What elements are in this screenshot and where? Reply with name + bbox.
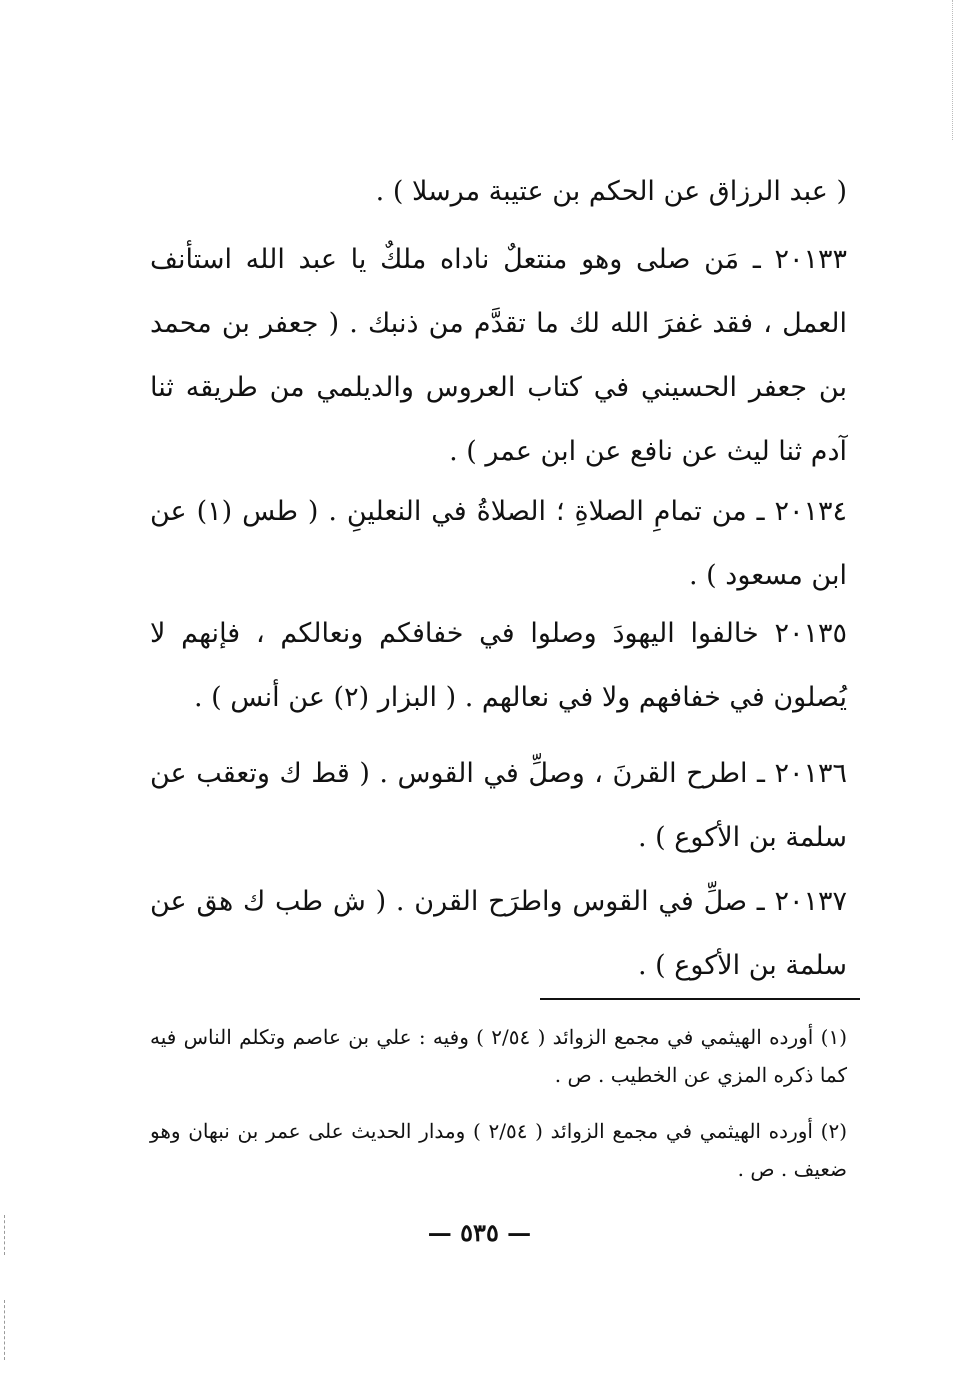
scan-edge-mark [4,1300,5,1360]
hadith-paragraph: ٢٠١٣٤ ـ من تمامِ الصلاةِ ؛ الصلاةُ في النعلينِ . ( طس (١) عن ابن مسعود ) . [150,496,847,591]
scan-edge-mark [4,1215,5,1255]
footnote-divider [540,998,860,1000]
page-number: — ٥٣٥ — [427,1218,532,1247]
footnote: (١) أورده الهيثمي في مجمع الزوائد ( ٢/٥٤ ) وفيه : علي بن عاصم وتكلم الناس فيه كما ذكره المزي عن الخطيب . ص . [150,1025,848,1087]
footnote: (٢) أورده الهيثمي في مجمع الزوائد ( ٢/٥٤ ) ومدار الحديث على عمر بن نبهان وهو ضعيف . ص . [150,1119,848,1181]
hadith-paragraph: ٢٠١٣٥ خالفوا اليهودَ وصلوا في خفافكم ونعالكم ، فإنهم لا يُصلون في خفافهم ولا في نعالهم . ( البزار (٢) عن أنس ) . [150,618,847,713]
page-edge-mark [952,0,953,140]
hadith-paragraph: ٢٠١٣٣ ـ مَن صلى وهو منتعلٌ ناداه ملكٌ يا عبد الله استأنف العمل ، فقد غفرَ الله لك ما تقدَّم من ذنبك . ( جعفر بن محمد بن جعفر الحسيني في كتاب العروس والديلمي من طريقه ثنا آدم ثنا ليث عن نافع عن ابن عمر ) . [150,244,847,467]
hadith-paragraph: ٢٠١٣٧ ـ صلِّ في القوس واطرَح القرن . ( ش طب ك هق عن سلمة بن الأكوع ) . [150,886,847,981]
hadith-paragraph: ( عبد الرزاق عن الحكم بن عتيبة مرسلا ) . [375,176,847,207]
hadith-paragraph: ٢٠١٣٦ ـ اطرح القرنَ ، وصلِّ في القوس . ( قط ك وتعقب عن سلمة بن الأكوع ) . [150,758,847,853]
